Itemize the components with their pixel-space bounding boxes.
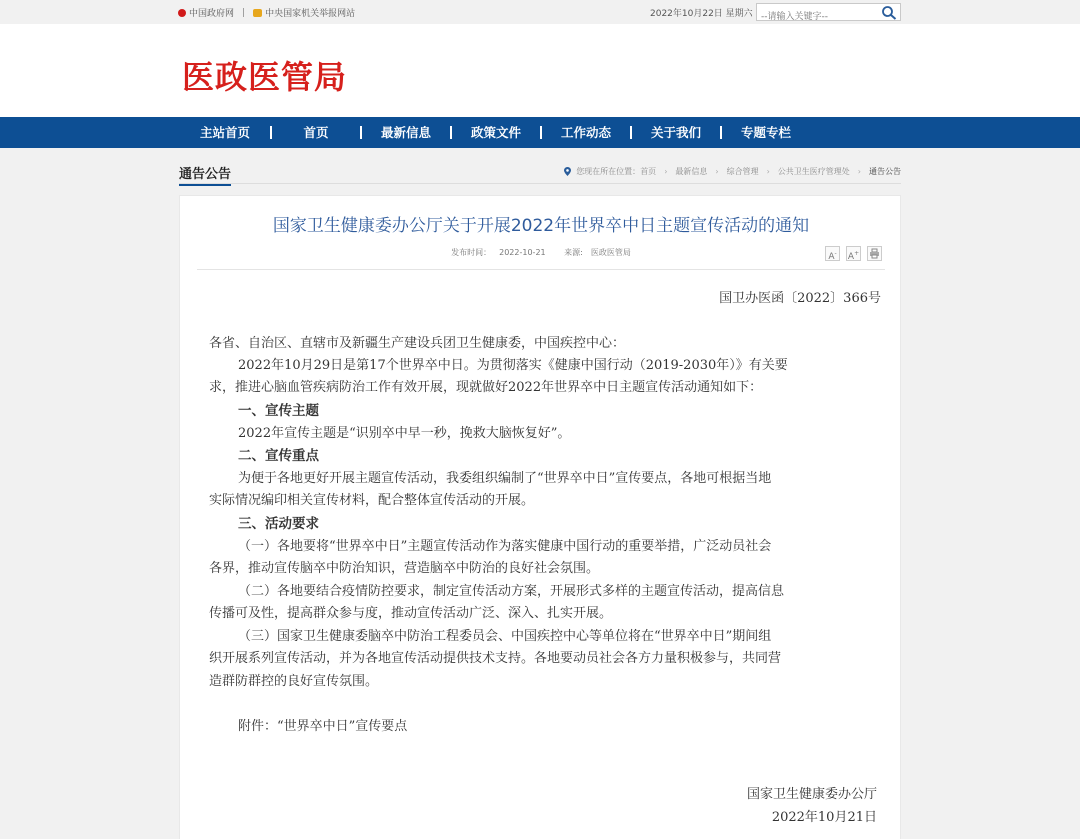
main-nav — [0, 117, 1080, 148]
article-meta — [180, 247, 902, 258]
breadcrumb-link[interactable]: 最新信息 — [675, 167, 708, 176]
source-value: 医政医管局 — [590, 248, 631, 257]
nav-item-topics[interactable]: 专题专栏 — [740, 125, 791, 140]
paragraph-line: 传播可及性，提高群众参与度，推动宣传活动广泛、深入、扎实开展。 — [209, 606, 613, 621]
attachment-link[interactable]: 附件：“世界卒中日”宣传要点 — [238, 719, 408, 734]
breadcrumb-link[interactable]: 公共卫生医疗管理处 — [777, 167, 850, 176]
paragraph-line: 实际情况编印相关宣传材料，配合整体宣传活动的开展。 — [209, 493, 535, 508]
publish-date: 2022-10-21 — [499, 248, 546, 257]
report-link-label: 中央国家机关举报网站 — [265, 9, 356, 19]
paragraph-line: 织开展系列宣传活动，并为各地宣传活动提供技术支持。各地要动员社会各方力量积极参与，共同营 — [209, 651, 782, 666]
location-pin-icon — [564, 167, 571, 176]
nav-item-latest[interactable]: 最新信息 — [380, 125, 431, 140]
chevron-right-icon: › — [857, 167, 861, 176]
current-date: 2022年10月22日 星期六 — [650, 9, 753, 19]
site-header — [0, 24, 1080, 117]
breadcrumb-link[interactable]: 综合管理 — [726, 167, 759, 176]
chevron-right-icon: › — [664, 167, 668, 176]
sign-date: 2022年10月21日 — [771, 810, 877, 825]
gov-link-label: 中国政府网 — [189, 9, 235, 19]
section-heading: 二、宣传重点 — [238, 448, 319, 464]
font-decrease-icon[interactable]: A- — [825, 246, 840, 261]
search-icon[interactable] — [881, 5, 897, 20]
paragraph-line: （三）国家卫生健康委脑卒中防治工程委员会、中国疾控中心等单位将在“世界卒中日”期间组 — [238, 629, 772, 644]
nav-item-work[interactable]: 工作动态 — [560, 125, 611, 140]
link-separator: | — [242, 7, 246, 18]
chevron-right-icon: › — [766, 167, 770, 176]
breadcrumb-current[interactable]: 通告公告 — [869, 167, 901, 176]
paragraph-line: （一）各地要将“世界卒中日”主题宣传活动作为落实健康中国行动的重要举措，广泛动员社会 — [238, 539, 772, 554]
report-icon — [253, 9, 262, 17]
signer: 国家卫生健康委办公厅 — [746, 787, 877, 802]
source-label: 来源: — [564, 248, 583, 257]
paragraph-line: 求，推进心脑血管疾病防治工作有效开展，现就做好2022年世界卒中日主题宣传活动通知如下： — [209, 380, 763, 395]
report-link[interactable] — [253, 6, 355, 19]
paragraph-line: 2022年10月29日是第17个世界卒中日。为贯彻落实《健康中国行动（2019-2030年）》有关要 — [238, 358, 788, 373]
paragraph-line: 各界，推动宣传脑卒中防治知识，营造脑卒中防治的良好社会氛围。 — [209, 561, 600, 576]
chevron-right-icon: › — [715, 167, 719, 176]
publish-label: 发布时间： — [451, 248, 492, 257]
article-title: 国家卫生健康委办公厅关于开展2022年世界卒中日主题宣传活动的通知 — [272, 216, 810, 236]
nav-item-policy[interactable]: 政策文件 — [470, 125, 521, 140]
title-divider — [197, 269, 885, 270]
article-tools — [825, 246, 882, 261]
breadcrumb — [564, 166, 901, 177]
paragraph-line: 2022年宣传主题是“识别卒中早一秒，挽救大脑恢复好”。 — [238, 426, 571, 441]
breadcrumb-prefix: 您现在所在位置： — [576, 167, 641, 176]
breadcrumb-row — [179, 158, 901, 184]
section-heading: 一、宣传主题 — [238, 403, 319, 419]
section-heading: 三、活动要求 — [238, 516, 319, 532]
breadcrumb-link[interactable]: 首页 — [640, 167, 657, 176]
site-logo[interactable]: 医政医管局 — [182, 58, 348, 96]
addressee: 各省、自治区、直辖市及新疆生产建设兵团卫生健康委，中国疾控中心： — [209, 336, 626, 351]
paragraph-line: 为便于各地更好开展主题宣传活动，我委组织编制了“世界卒中日”宣传要点，各地可根据当地 — [238, 471, 772, 486]
doc-number: 国卫办医函〔2022〕366号 — [719, 291, 881, 306]
nav-item-main-home[interactable]: 主站首页 — [199, 125, 250, 140]
section-title: 通告公告 — [179, 163, 231, 186]
search-box — [756, 3, 901, 21]
nav-item-home[interactable]: 首页 — [303, 125, 329, 140]
print-icon[interactable] — [867, 246, 882, 261]
paragraph-line: 造群防群控的良好宣传氛围。 — [209, 674, 379, 689]
paragraph-line: （二）各地要结合疫情防控要求，制定宣传活动方案，开展形式多样的主题宣传活动，提高信息 — [238, 584, 785, 599]
gov-link[interactable] — [178, 6, 234, 19]
article-panel — [179, 195, 901, 839]
search-input[interactable] — [757, 9, 875, 25]
national-emblem-icon — [178, 9, 186, 17]
font-increase-icon[interactable]: A+ — [846, 246, 861, 261]
nav-item-about[interactable]: 关于我们 — [650, 125, 701, 140]
top-bar — [0, 0, 1080, 24]
top-links — [178, 6, 355, 19]
